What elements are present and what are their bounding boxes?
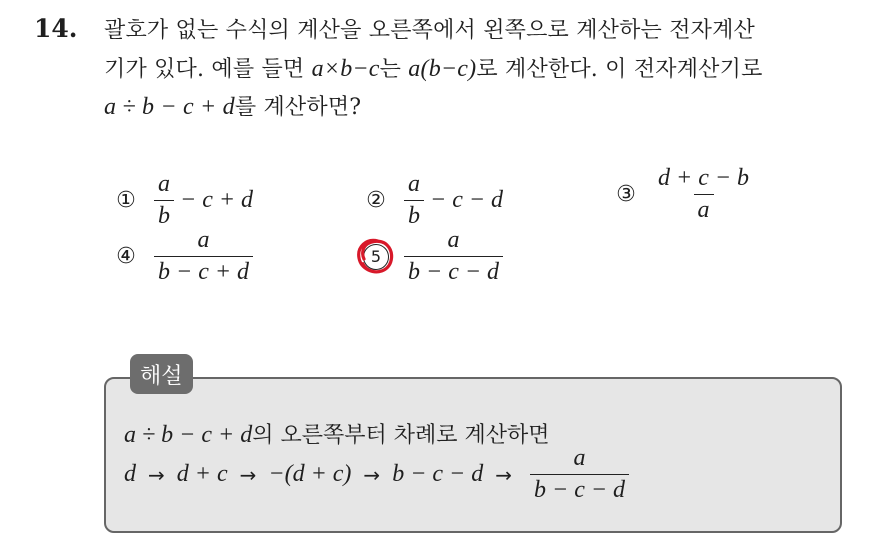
target-expression: a ÷ b − c + d xyxy=(104,94,235,120)
choice-5-number: 5 xyxy=(363,244,389,270)
solution-final-fraction xyxy=(530,446,629,503)
choice-5-denominator: b − c − d xyxy=(404,256,503,285)
solution-step-3: −(d + c) xyxy=(268,461,352,488)
choice-2[interactable] xyxy=(362,172,503,229)
solution-line-1 xyxy=(124,418,549,449)
choice-2-denominator: b xyxy=(404,200,424,229)
solution-line-1-text: 의 오른쪽부터 차례로 계산하면 xyxy=(252,423,550,448)
solution-tag: 해설 xyxy=(130,354,193,394)
red-circle-mark-icon xyxy=(354,235,396,277)
question-number: 14. xyxy=(34,14,78,43)
choice-4-number: ④ xyxy=(116,244,136,270)
question-line-2-post: 로 계산한다. 이 전자계산기로 xyxy=(476,57,763,82)
choice-1-fraction xyxy=(154,172,174,229)
question-line-2-mid: 는 xyxy=(379,57,402,82)
choice-5-number-wrap xyxy=(362,243,390,271)
choice-2-tail: − c − d xyxy=(430,187,504,214)
choice-3-number: ③ xyxy=(616,182,636,208)
solution-step-2: d + c xyxy=(176,461,228,488)
choice-1-numerator: a xyxy=(158,171,170,197)
choice-2-numerator: a xyxy=(408,171,420,197)
solution-chain xyxy=(124,446,629,503)
question-line-1: 괄호가 없는 수식의 계산을 오른쪽에서 왼쪽으로 계산하는 전자계산 xyxy=(104,18,756,43)
choice-2-number: ② xyxy=(366,188,386,214)
example-result-expression: a(b−c) xyxy=(408,56,477,82)
choice-1-denominator: b xyxy=(154,200,174,229)
choice-5[interactable] xyxy=(362,228,503,285)
arrow-icon: → xyxy=(495,462,512,487)
choice-1-number: ① xyxy=(116,188,136,214)
solution-step-1: d xyxy=(124,461,136,488)
example-expression: a×b−c xyxy=(311,56,380,82)
choice-3[interactable] xyxy=(612,166,753,223)
choice-4[interactable] xyxy=(112,228,253,285)
choice-2-fraction xyxy=(404,172,424,229)
choice-3-fraction xyxy=(654,166,753,223)
arrow-icon: → xyxy=(239,462,257,487)
choice-1[interactable] xyxy=(112,172,253,229)
arrow-icon: → xyxy=(148,462,165,487)
choice-5-numerator: a xyxy=(447,227,460,253)
solution-final-denominator: b − c − d xyxy=(530,474,629,503)
solution-step-4: b − c − d xyxy=(392,461,484,488)
solution-final-numerator: a xyxy=(573,445,586,471)
question-line-3-post: 를 계산하면? xyxy=(234,95,362,120)
choice-1-tail: − c + d xyxy=(180,187,254,214)
choice-3-denominator: a xyxy=(694,194,714,223)
solution-expression: a ÷ b − c + d xyxy=(124,422,253,448)
arrow-icon: → xyxy=(363,462,381,487)
question-line-2-pre: 기가 있다. 예를 들면 xyxy=(104,57,305,82)
question-line-2 xyxy=(104,52,763,87)
choice-4-fraction xyxy=(154,228,253,285)
choice-4-numerator: a xyxy=(197,227,210,253)
choice-3-numerator: d + c − b xyxy=(658,165,750,191)
question-line-3 xyxy=(104,90,361,125)
choice-5-fraction xyxy=(404,228,503,285)
choice-4-denominator: b − c + d xyxy=(154,256,253,285)
